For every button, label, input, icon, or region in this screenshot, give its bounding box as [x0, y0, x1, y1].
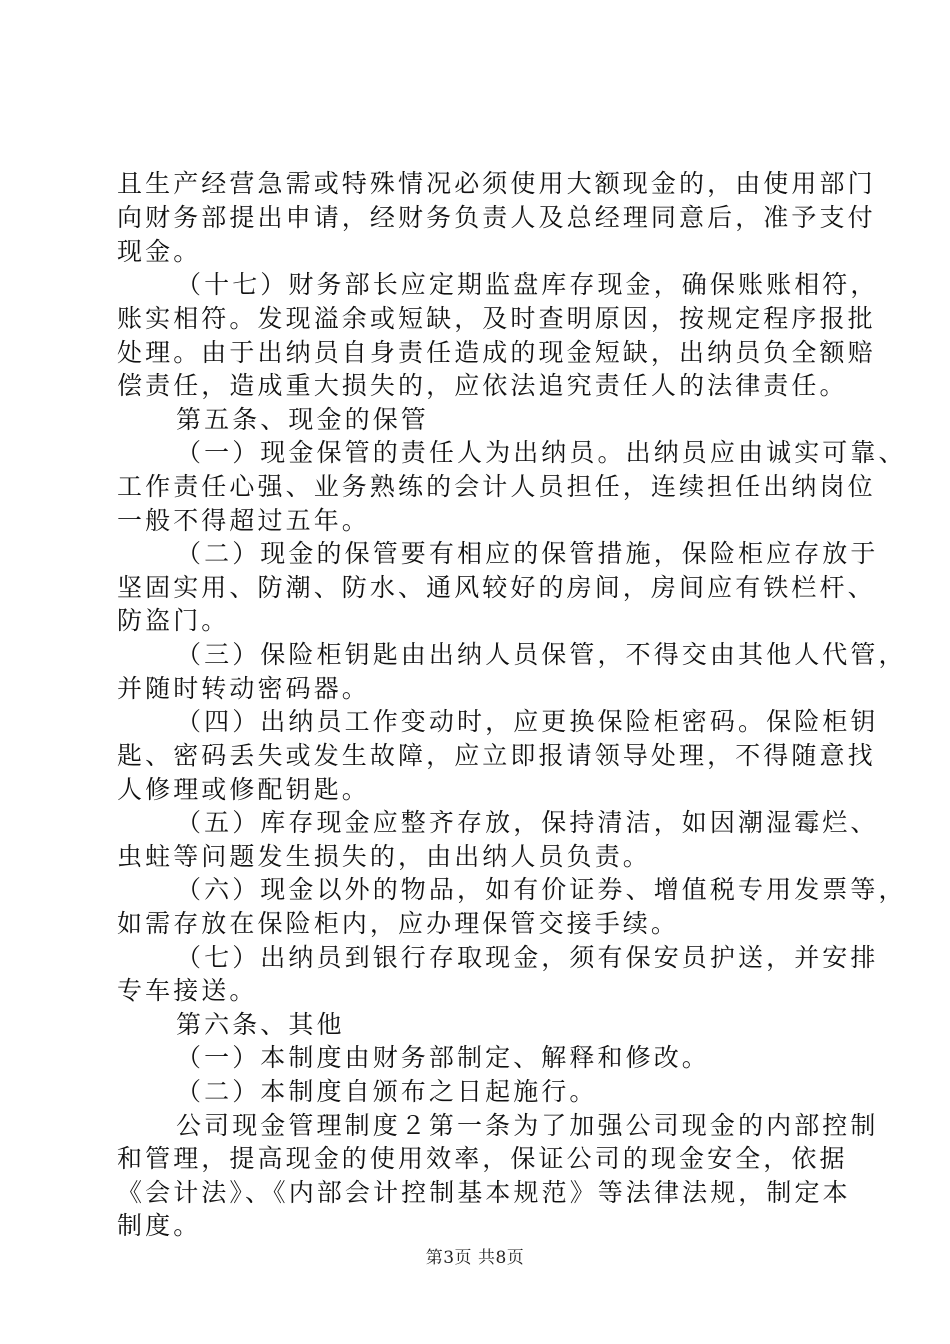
text-line: 匙、密码丢失或发生故障，应立即报请领导处理，不得随意找	[117, 741, 876, 770]
text-line: 如需存放在保险柜内，应办理保管交接手续。	[117, 909, 680, 938]
text-line: （七）出纳员到银行存取现金，须有保安员护送，并安排	[176, 943, 879, 972]
text-line: 制度。	[117, 1211, 202, 1240]
text-line: 公司现金管理制度２第一条为了加强公司现金的内部控制	[176, 1111, 879, 1140]
text-line: 工作责任心强、业务熟练的会计人员担任，连续担任出纳岗位	[117, 472, 876, 501]
text-line: （六）现金以外的物品，如有价证券、增值税专用发票等，	[176, 875, 907, 904]
section-heading: 第五条、现金的保管	[176, 405, 429, 434]
text-line: 向财务部提出申请，经财务负责人及总经理同意后，准予支付	[117, 203, 876, 232]
text-line: 且生产经营急需或特殊情况必须使用大额现金的，由使用部门	[117, 169, 876, 198]
text-line: （二）本制度自颁布之日起施行。	[176, 1077, 598, 1106]
text-line: 人修理或修配钥匙。	[117, 775, 370, 804]
text-line: （四）出纳员工作变动时，应更换保险柜密码。保险柜钥	[176, 707, 879, 736]
text-line: 坚固实用、防潮、防水、通风较好的房间，房间应有铁栏杆、	[117, 573, 876, 602]
text-line: 账实相符。发现溢余或短缺，及时查明原因，按规定程序报批	[117, 304, 876, 333]
text-line: （五）库存现金应整齐存放，保持清洁，如因潮湿霉烂、	[176, 808, 879, 837]
text-line: （一）现金保管的责任人为出纳员。出纳员应由诚实可靠、	[176, 438, 907, 467]
text-line: 防盗门。	[117, 606, 230, 635]
text-line: 并随时转动密码器。	[117, 674, 370, 703]
text-line: 和管理，提高现金的使用效率，保证公司的现金安全，依据	[117, 1144, 848, 1173]
text-line: （三）保险柜钥匙由出纳人员保管，不得交由其他人代管，	[176, 640, 907, 669]
text-line: （二）现金的保管要有相应的保管措施，保险柜应存放于	[176, 539, 879, 568]
page-footer: 第3页 共8页	[425, 1248, 525, 1268]
text-line: （十七）财务部长应定期监盘库存现金，确保账账相符，	[176, 270, 879, 299]
text-line: 偿责任，造成重大损失的，应依法追究责任人的法律责任。	[117, 371, 848, 400]
text-line: 虫蛀等问题发生损失的，由出纳人员负责。	[117, 842, 651, 871]
section-heading: 第六条、其他	[176, 1010, 345, 1039]
text-line: 处理。由于出纳员自身责任造成的现金短缺，出纳员负全额赔	[117, 338, 876, 367]
text-line: 《会计法》、《内部会计控制基本规范》等法律法规，制定本	[117, 1178, 851, 1207]
text-line: 专车接送。	[117, 976, 258, 1005]
text-line: （一）本制度由财务部制定、解释和修改。	[176, 1043, 710, 1072]
text-line: 现金。	[117, 237, 202, 266]
text-line: 一般不得超过五年。	[117, 506, 370, 535]
